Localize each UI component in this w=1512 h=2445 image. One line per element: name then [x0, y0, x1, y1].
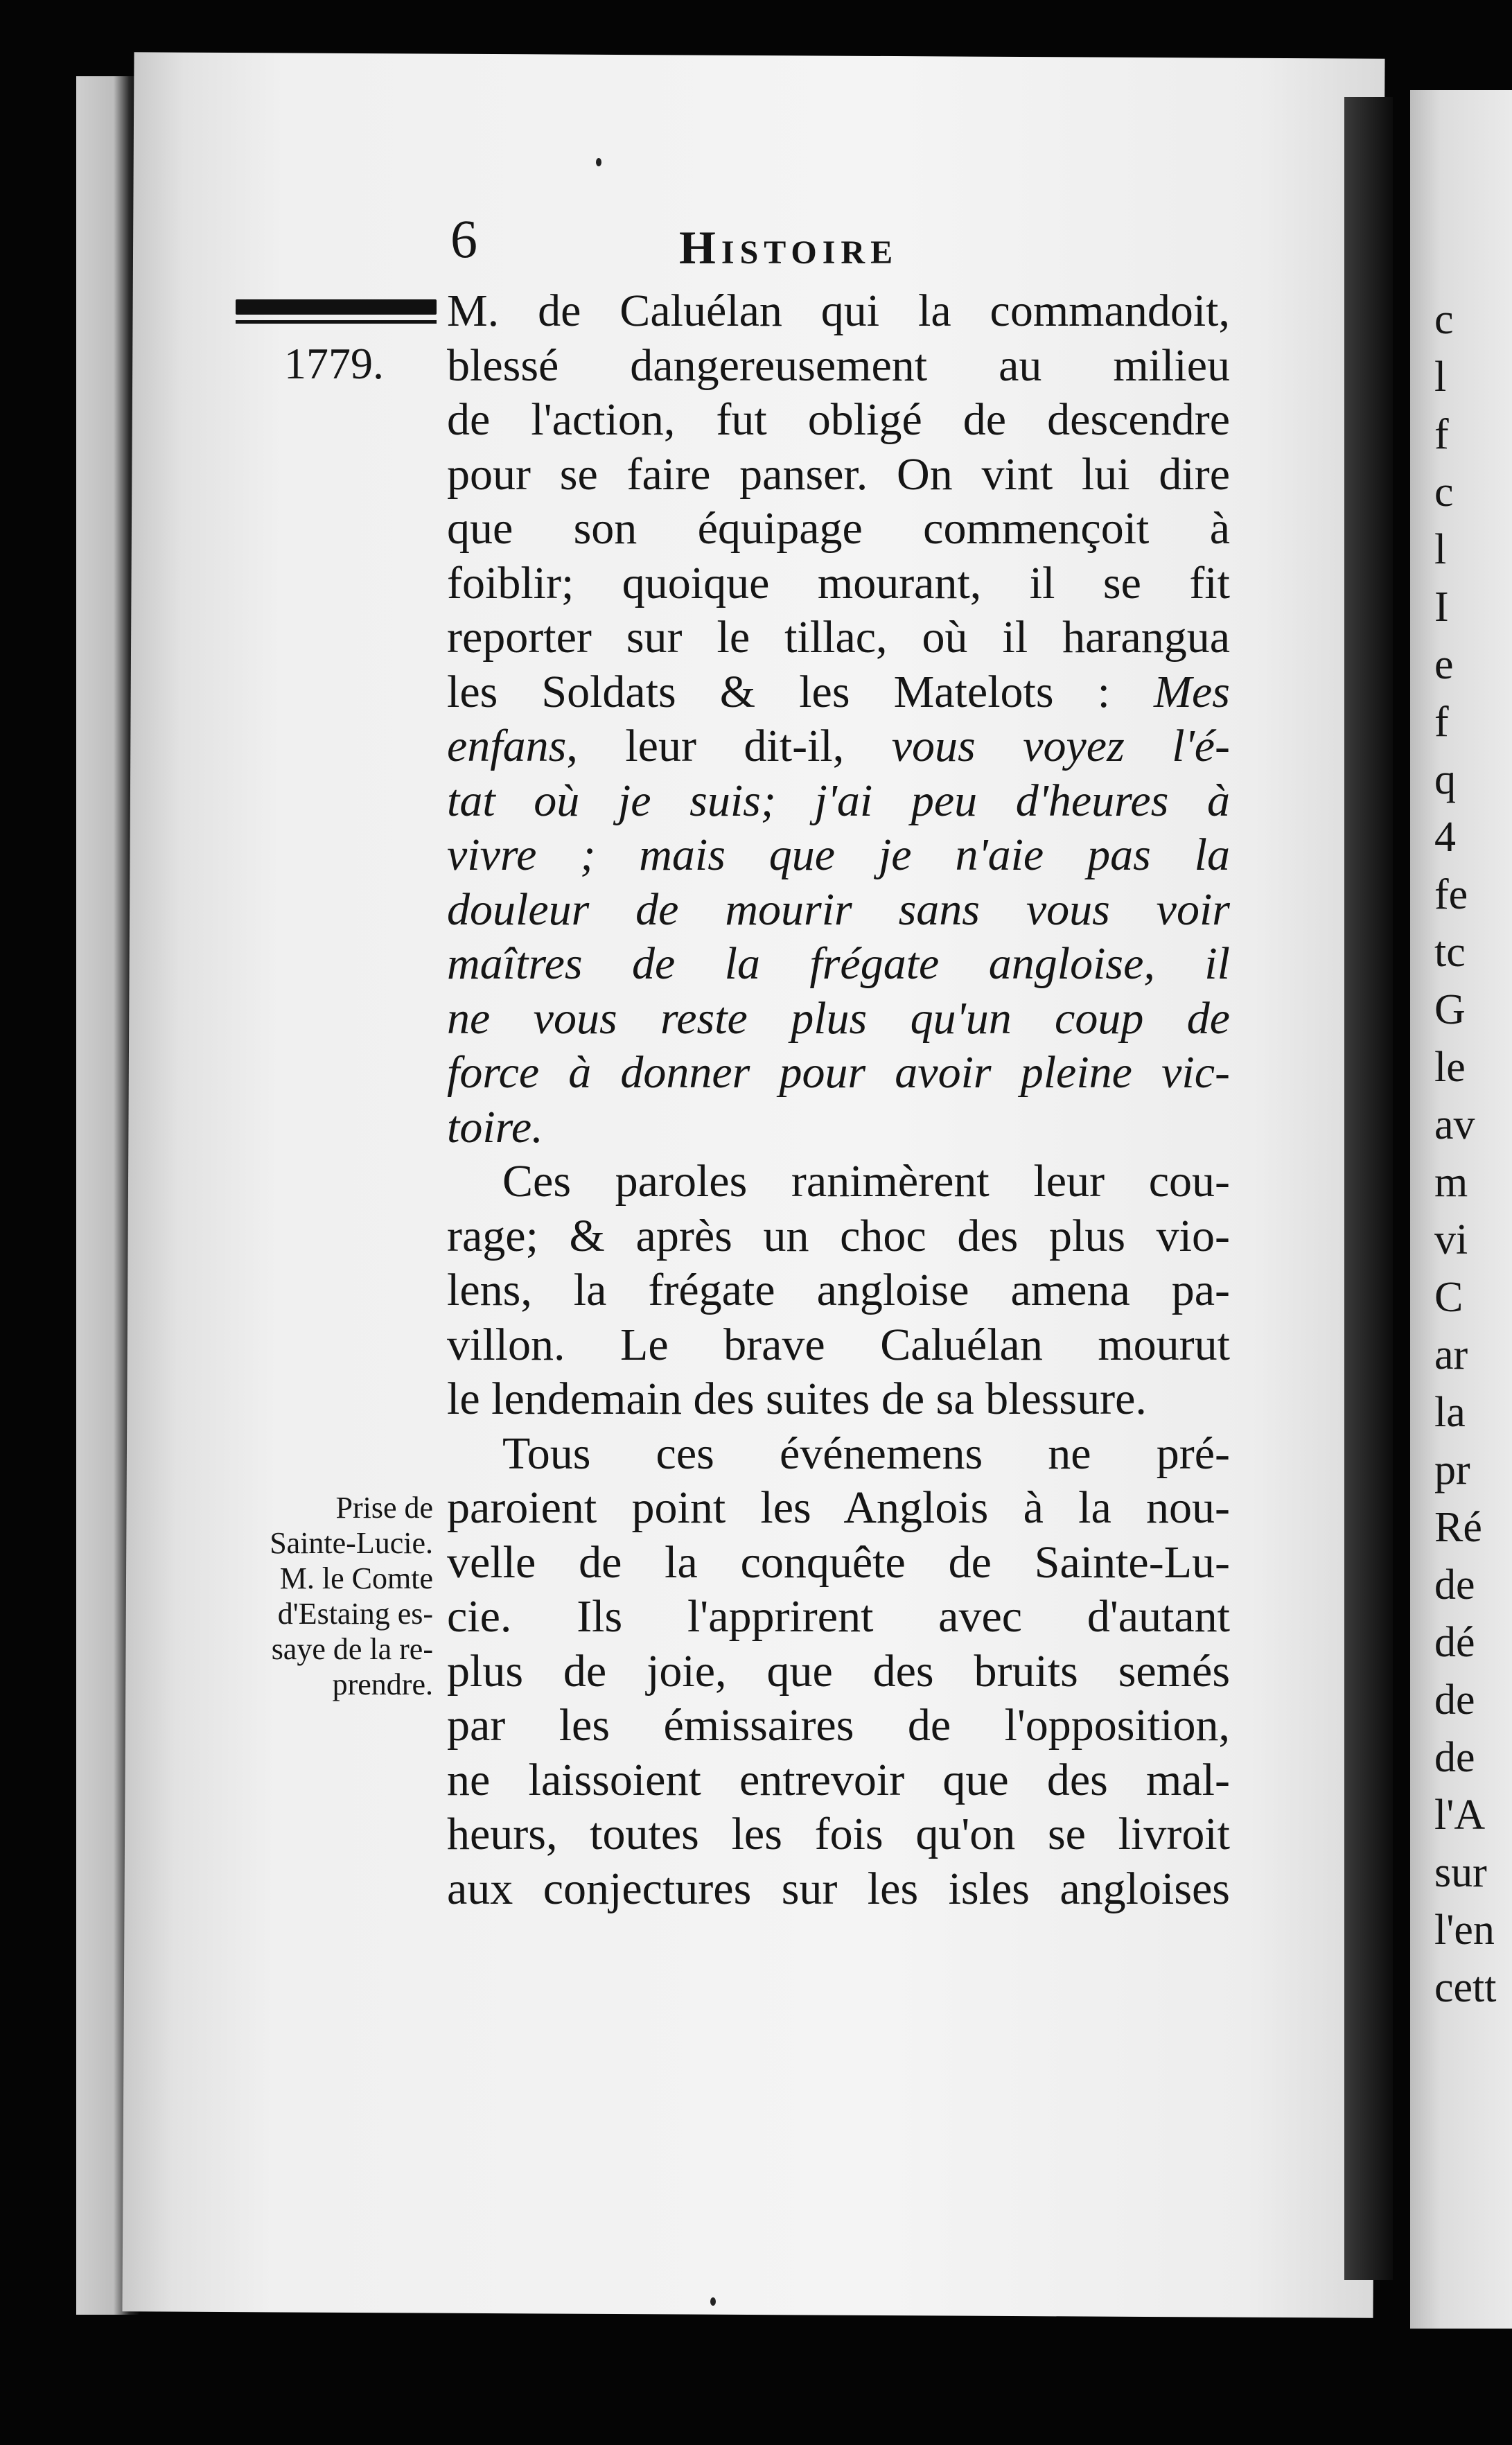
- body-line: [447, 1155, 1230, 1209]
- margin-note-line: M. le Comte: [279, 1561, 433, 1595]
- body-line-segment: aux conjectures sur les isles angloises: [447, 1863, 1230, 1914]
- body-line: [447, 1536, 1230, 1590]
- body-line-segment: de l'action, fut obligé de descendre: [447, 394, 1230, 445]
- body-line-segment: pour se faire panser. On vint lui dire: [447, 448, 1230, 500]
- body-line-segment: ne laissoient entrevoir que des mal-: [447, 1754, 1230, 1805]
- body-line-segment: cie. Ils l'apprirent avec d'autant: [447, 1591, 1230, 1642]
- margin-note-line: Prise de: [335, 1491, 433, 1525]
- body-line-segment: Tous ces événemens ne pré-: [502, 1428, 1230, 1479]
- margin-rule: [236, 299, 437, 315]
- body-line-segment: enfans: [447, 721, 567, 771]
- body-line-segment: par les émissaires de l'opposition,: [447, 1700, 1230, 1751]
- body-line: [447, 1481, 1230, 1536]
- body-line: [447, 1263, 1230, 1318]
- body-line-segment: heurs, toutes les fois qu'on se livroit: [447, 1809, 1230, 1859]
- body-line: [447, 611, 1230, 665]
- body-line: [447, 1862, 1230, 1917]
- body-line: [447, 284, 1230, 339]
- body-line: [447, 1645, 1230, 1699]
- body-line: [447, 502, 1230, 557]
- ink-speck: [596, 158, 601, 166]
- body-line: [447, 393, 1230, 448]
- page-number: 6: [450, 209, 477, 269]
- body-line-segment: villon. Le brave Caluélan mourut: [447, 1319, 1230, 1370]
- body-line: [447, 828, 1230, 883]
- body-line-segment: le lendemain des suites de sa blessure.: [447, 1374, 1147, 1424]
- body-line-segment: que son équipage commençoit à: [447, 503, 1230, 554]
- body-line-segment: paroient point les Anglois à la nou-: [447, 1482, 1230, 1533]
- margin-note: [222, 1490, 433, 1702]
- body-line-segment: foiblir; quoique mourant, il se fit: [447, 557, 1230, 608]
- ink-speck: [710, 2297, 716, 2306]
- body-line: [447, 937, 1230, 992]
- body-line-segment: maîtres de la frégate angloise, il: [447, 938, 1230, 989]
- body-line: [447, 1101, 1230, 1155]
- body-line-segment: Ces paroles ranimèrent leur cou-: [502, 1156, 1230, 1207]
- page-gutter-shadow: [1344, 97, 1393, 2280]
- body-line: [447, 1427, 1230, 1482]
- body-line-segment: ne vous reste plus qu'un coup de: [447, 992, 1230, 1044]
- body-line-segment: , leur dit-il,: [566, 721, 892, 771]
- body-line: [447, 1046, 1230, 1101]
- body-line: [447, 448, 1230, 502]
- margin-note-line: Sainte-Lucie.: [270, 1526, 433, 1560]
- body-line: [447, 339, 1230, 394]
- body-line-segment: blessé dangereusement au milieu: [447, 340, 1230, 391]
- margin-note-line: prendre.: [332, 1667, 433, 1701]
- body-line: [447, 557, 1230, 611]
- body-line-segment: tat où je suis; j'ai peu d'heures à: [447, 775, 1230, 826]
- body-line: [447, 1753, 1230, 1808]
- body-line: [447, 1318, 1230, 1373]
- body-line: [447, 1209, 1230, 1264]
- margin-rule-thin: [236, 320, 437, 324]
- body-line-segment: rage; & après un choc des plus vio-: [447, 1210, 1230, 1261]
- body-line: [447, 1807, 1230, 1862]
- body-line-segment: reporter sur le tillac, où il harangua: [447, 612, 1230, 663]
- body-line-segment: force à donner pour avoir pleine vic-: [447, 1047, 1230, 1098]
- body-line: [447, 1590, 1230, 1645]
- body-line-segment: velle de la conquête de Sainte-Lu-: [447, 1536, 1230, 1588]
- body-line: [447, 992, 1230, 1046]
- body-line-segment: Mes: [1154, 666, 1230, 717]
- margin-note-line: saye de la re-: [271, 1632, 433, 1666]
- body-line: [447, 883, 1230, 938]
- body-line-segment: douleur de mourir sans vous voir: [447, 884, 1230, 935]
- body-text: [447, 284, 1230, 1916]
- body-line: [447, 719, 1230, 774]
- running-title: Histoire: [679, 221, 899, 274]
- body-line-segment: lens, la frégate angloise amena pa-: [447, 1265, 1230, 1315]
- body-line-segment: les Soldats & les Matelots :: [447, 666, 1154, 717]
- facing-page-fragments: c l f c l I e f q 4 fe tc G le av m vi C ar la pr Ré de dé de de l'A sur l'en cett: [1434, 296, 1497, 2011]
- body-line-segment: plus de joie, que des bruits semés: [447, 1645, 1230, 1697]
- body-line: [447, 1699, 1230, 1753]
- margin-year: 1779.: [284, 339, 384, 388]
- body-line: [447, 665, 1230, 720]
- body-line-segment: M. de Caluélan qui la commandoit,: [447, 286, 1230, 336]
- body-line-segment: vous voyez l'é-: [891, 721, 1231, 771]
- body-line: [447, 1372, 1230, 1427]
- body-line-segment: toire.: [447, 1101, 543, 1153]
- margin-note-line: d'Estaing es-: [277, 1597, 433, 1631]
- body-line-segment: vivre ; mais que je n'aie pas la: [447, 830, 1230, 880]
- body-line: [447, 774, 1230, 829]
